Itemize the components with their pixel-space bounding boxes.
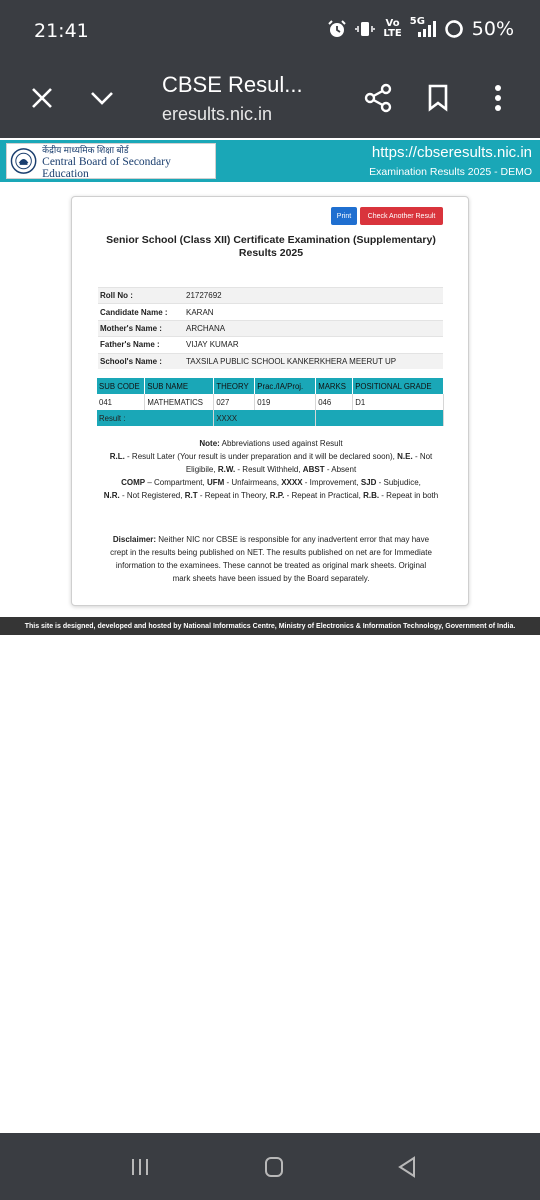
marks-cell: 041 <box>97 394 145 410</box>
candidate-info-row <box>98 320 443 336</box>
candidate-info-value: VIJAY KUMAR <box>184 337 443 353</box>
note-item <box>218 465 303 474</box>
marks-cell: 046 <box>316 394 353 410</box>
header-subtitle: Examination Results 2025 - DEMO <box>369 166 532 178</box>
marks-table <box>97 378 444 426</box>
note-item <box>270 491 363 500</box>
status-bar <box>0 0 540 62</box>
note-desc: - Not Registered, <box>121 491 183 500</box>
result-row <box>97 410 444 426</box>
status-time: 21:41 <box>34 20 89 42</box>
note-desc: - Repeat in both <box>381 491 439 500</box>
check-another-result-button[interactable]: Check Another Result <box>360 207 443 225</box>
exam-title: Senior School (Class XII) Certificate Examination (Supplementary) Results 2025 <box>106 234 436 259</box>
note-abbr: ABST <box>302 465 325 474</box>
status-icons <box>327 18 514 40</box>
cbse-logo[interactable] <box>6 143 216 179</box>
disclaimer-text: Neither NIC nor CBSE is responsible for any inadvertent error that may have crept in the results being published on NET. The results published on net are for Immediate information to the examinees. These cannot be treated as original mark sheets. Original mark sheets have been issued by the Board separately. <box>110 535 432 583</box>
marks-cell: D1 <box>353 394 444 410</box>
note-desc: - Result Later (Your result is under preparation and it will be declared soon), <box>127 452 395 461</box>
candidate-info-value: KARAN <box>184 304 443 320</box>
back-icon[interactable] <box>395 1155 419 1179</box>
candidate-info-table <box>98 287 443 369</box>
note-abbr: N.E. <box>397 452 413 461</box>
candidate-info-label: Roll No : <box>98 288 184 304</box>
header-site-url[interactable]: https://cbseresults.nic.in <box>371 144 532 161</box>
bookmark-icon[interactable] <box>424 82 452 114</box>
marks-column-header: MARKS <box>316 378 353 394</box>
chevron-down-icon[interactable] <box>88 84 116 112</box>
note-item <box>207 478 281 487</box>
note-desc: – Compartment, <box>147 478 205 487</box>
marks-cell: MATHEMATICS <box>145 394 214 410</box>
candidate-info-row <box>98 353 443 369</box>
board-name-english: Central Board of Secondary Education <box>42 155 171 180</box>
note-item <box>185 491 270 500</box>
result-card <box>71 196 469 606</box>
note-abbr: XXXX <box>281 478 303 487</box>
alarm-icon <box>327 19 347 39</box>
note-item <box>361 478 421 487</box>
abbreviations-note <box>102 437 440 502</box>
battery-icon <box>444 19 464 39</box>
marks-cell: 027 <box>214 394 255 410</box>
note-desc: - Repeat in Theory, <box>199 491 268 500</box>
candidate-info-label: Mother's Name : <box>98 320 184 336</box>
note-item <box>121 478 207 487</box>
page-url[interactable]: eresults.nic.in <box>162 104 273 124</box>
note-abbr: SJD <box>360 478 377 487</box>
more-vert-icon[interactable] <box>486 82 510 114</box>
note-abbr: N.R. <box>103 491 120 500</box>
marks-cell: 019 <box>255 394 316 410</box>
note-item <box>281 478 361 487</box>
candidate-info-row <box>98 304 443 320</box>
note-item <box>104 491 185 500</box>
recent-apps-icon[interactable] <box>128 1155 152 1179</box>
print-button[interactable]: Print <box>331 207 357 225</box>
marks-row <box>97 394 444 410</box>
share-icon[interactable] <box>362 82 394 114</box>
note-desc: - Absent <box>326 465 357 474</box>
note-desc: - Repeat in Practical, <box>286 491 361 500</box>
volte-indicator: Vo LTE <box>383 18 402 39</box>
home-icon[interactable] <box>262 1155 286 1179</box>
note-desc: - Result Withheld, <box>237 465 301 474</box>
candidate-info-row <box>98 337 443 353</box>
vibrate-icon <box>355 19 375 39</box>
note-item <box>303 465 356 474</box>
note-abbr: R.P. <box>269 491 285 500</box>
note-desc: - Not Eligibile, <box>185 452 433 474</box>
note-abbr: UFM <box>206 478 225 487</box>
note-item <box>110 452 397 461</box>
marks-column-header: Prac./IA/Proj. <box>255 378 316 394</box>
candidate-info-value: 21727692 <box>184 288 443 304</box>
note-title: Note: <box>199 439 220 448</box>
note-abbr: R.T <box>184 491 198 500</box>
candidate-info-label: Father's Name : <box>98 337 184 353</box>
note-desc: - Unfairmeans, <box>226 478 279 487</box>
signal-icon: 5G <box>410 19 436 39</box>
board-name-hindi: केंद्रीय माध्यमिक शिक्षा बोर्ड <box>42 144 129 155</box>
marks-column-header: THEORY <box>214 378 255 394</box>
note-abbr: COMP <box>121 478 146 487</box>
note-abbr: R.W. <box>217 465 236 474</box>
cbse-header <box>0 140 540 182</box>
result-filler <box>316 410 444 426</box>
note-item <box>363 491 438 500</box>
system-nav-bar <box>0 1133 540 1200</box>
note-abbr: R.B. <box>363 491 380 500</box>
site-footer: This site is designed, developed and hosted by National Informatics Centre, Ministry of Electronics & Information Technology, Government of India. <box>0 617 540 635</box>
note-desc: - Subjudice, <box>378 478 421 487</box>
candidate-info-value: ARCHANA <box>184 320 443 336</box>
candidate-info-row <box>98 288 443 304</box>
result-label: Result : <box>97 410 214 426</box>
marks-column-header: POSITIONAL GRADE <box>353 378 444 394</box>
note-intro: Abbreviations used against Result <box>221 439 343 448</box>
candidate-info-label: Candidate Name : <box>98 304 184 320</box>
result-value: XXXX <box>214 410 316 426</box>
page-title: CBSE Resul... <box>162 72 303 97</box>
close-icon[interactable] <box>28 84 56 112</box>
note-abbr: R.L. <box>109 452 125 461</box>
candidate-info-label: School's Name : <box>98 353 184 369</box>
disclaimer <box>106 533 436 585</box>
browser-toolbar <box>0 62 540 138</box>
note-desc: - Improvement, <box>304 478 359 487</box>
disclaimer-title: Disclaimer: <box>112 535 157 544</box>
marks-column-header: SUB NAME <box>145 378 214 394</box>
marks-column-header: SUB CODE <box>97 378 145 394</box>
cbse-seal-icon <box>10 147 37 175</box>
candidate-info-value: TAXSILA PUBLIC SCHOOL KANKERKHERA MEERUT UP <box>184 353 443 369</box>
battery-percent: 50% <box>471 18 514 40</box>
